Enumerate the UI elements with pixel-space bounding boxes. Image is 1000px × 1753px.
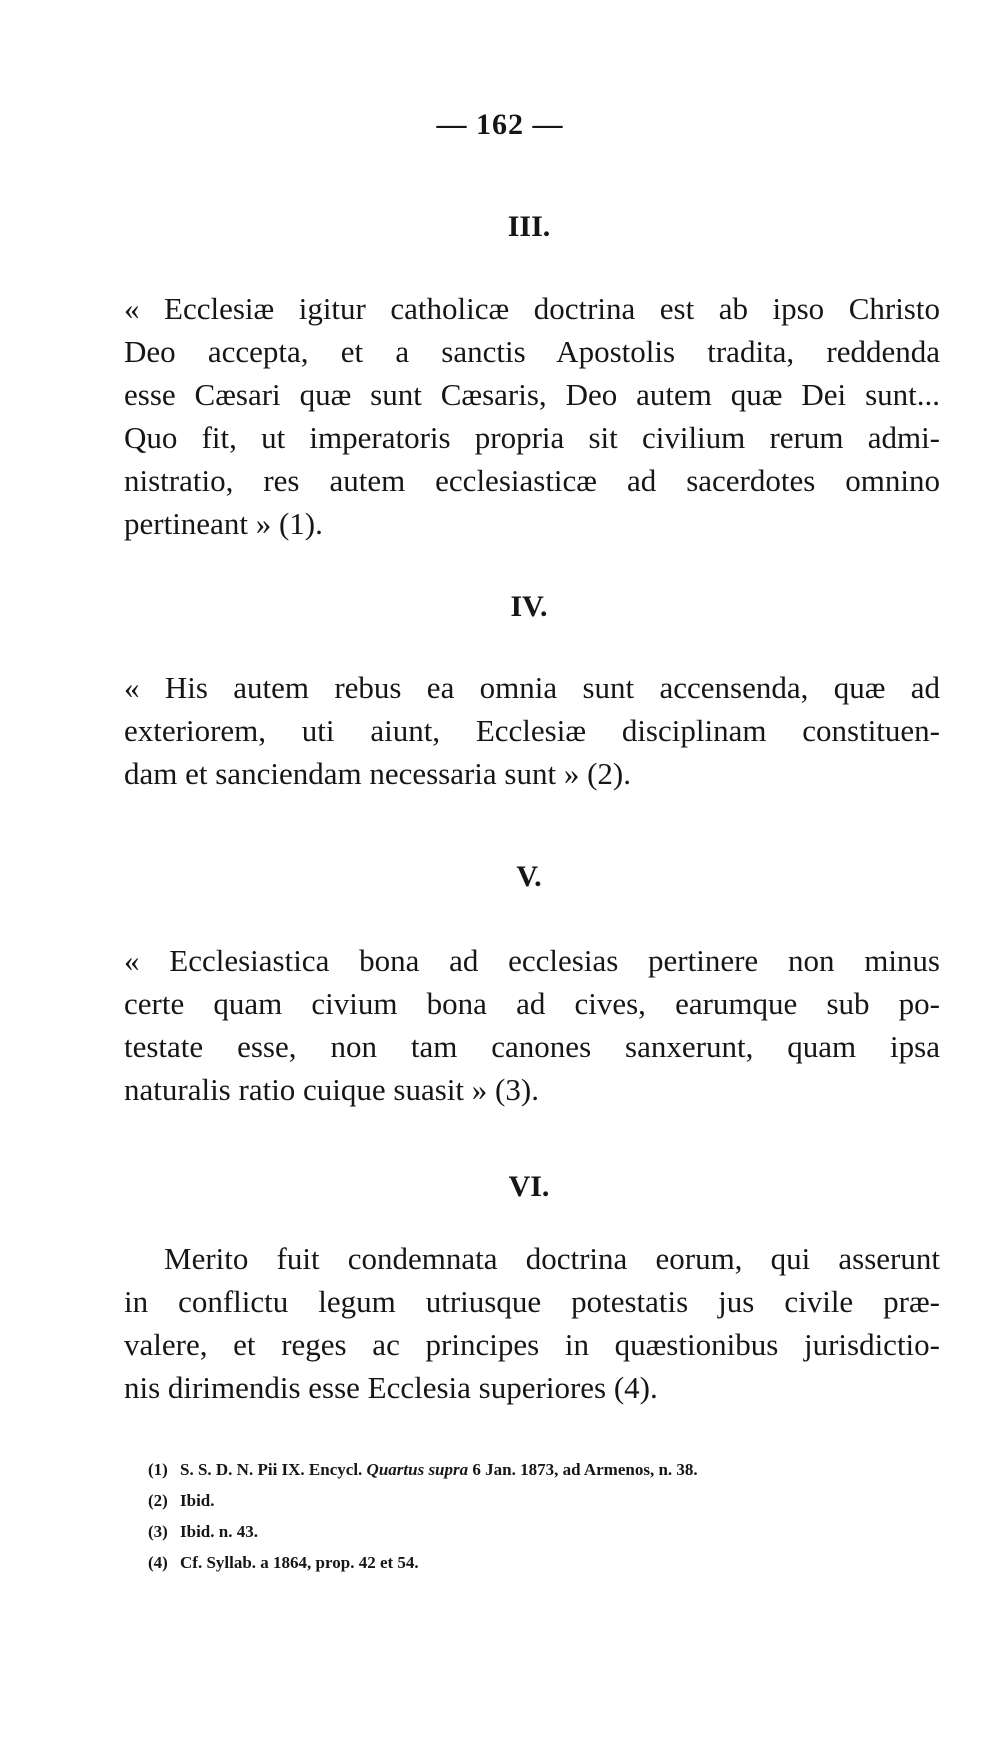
footnote xyxy=(148,1485,948,1516)
text-line: nis dirimendis esse Ecclesia superiores (4). xyxy=(124,1370,658,1405)
section-paragraph-v xyxy=(124,939,940,1111)
section-paragraph-iv xyxy=(124,666,940,795)
text-line: exteriorem, uti aiunt, Ecclesiæ disciplinam constituen- xyxy=(124,713,940,748)
text-line: « Ecclesiæ igitur catholicæ doctrina est ab ipso Christo xyxy=(124,291,940,326)
footnote xyxy=(148,1516,948,1547)
text-line: Merito fuit condemnata doctrina eorum, qui asserunt xyxy=(164,1241,940,1276)
footnote-text: S. S. D. N. Pii IX. Encycl. xyxy=(180,1460,363,1479)
text-line: pertineant » (1). xyxy=(124,506,323,541)
text-line: esse Cæsari quæ sunt Cæsaris, Deo autem quæ Dei sunt... xyxy=(124,377,940,412)
footnote xyxy=(148,1547,948,1578)
text-line: « His autem rebus ea omnia sunt accensenda, quæ ad xyxy=(124,670,940,705)
footnote-mark: (2) xyxy=(148,1491,168,1510)
text-line: certe quam civium bona ad cives, earumque sub po- xyxy=(124,986,940,1021)
section-paragraph-iii xyxy=(124,287,940,545)
text-line: in conflictu legum utriusque potestatis jus civile præ- xyxy=(124,1284,940,1319)
text-line: valere, et reges ac principes in quæstionibus jurisdictio- xyxy=(124,1327,940,1362)
text-line: « Ecclesiastica bona ad ecclesias pertinere non minus xyxy=(124,943,940,978)
footnote-text: Ibid. xyxy=(180,1491,215,1510)
text-line: dam et sanciendam necessaria sunt » (2). xyxy=(124,756,632,791)
footnotes xyxy=(148,1454,948,1578)
text-line: Quo fit, ut imperatoris propria sit civilium rerum admi- xyxy=(124,420,940,455)
footnote-text: Ibid. n. 43. xyxy=(180,1522,258,1541)
text-line: Deo accepta, et a sanctis Apostolis tradita, reddenda xyxy=(124,334,940,369)
section-heading-iv: IV. xyxy=(510,590,548,623)
footnote-mark: (1) xyxy=(148,1460,168,1479)
page-number: — 162 — xyxy=(436,108,564,141)
footnote-mark: (3) xyxy=(148,1522,168,1541)
section-heading-iii: III. xyxy=(507,210,551,243)
section-heading-v: V. xyxy=(516,860,542,893)
section-paragraph-vi xyxy=(124,1237,940,1409)
footnote-text: Cf. Syllab. a 1864, prop. 42 et 54. xyxy=(180,1553,419,1572)
text-line: nistratio, res autem ecclesiasticæ ad sacerdotes omnino xyxy=(124,463,940,498)
footnote-italic-text: Quartus supra xyxy=(366,1460,469,1479)
text-line: naturalis ratio cuique suasit » (3). xyxy=(124,1072,539,1107)
footnote-mark: (4) xyxy=(148,1553,168,1572)
footnote xyxy=(148,1454,948,1485)
footnote-text: 6 Jan. 1873, ad Armenos, n. 38. xyxy=(472,1460,698,1479)
text-line: testate esse, non tam canones sanxerunt, quam ipsa xyxy=(124,1029,940,1064)
section-heading-vi: VI. xyxy=(508,1170,550,1203)
